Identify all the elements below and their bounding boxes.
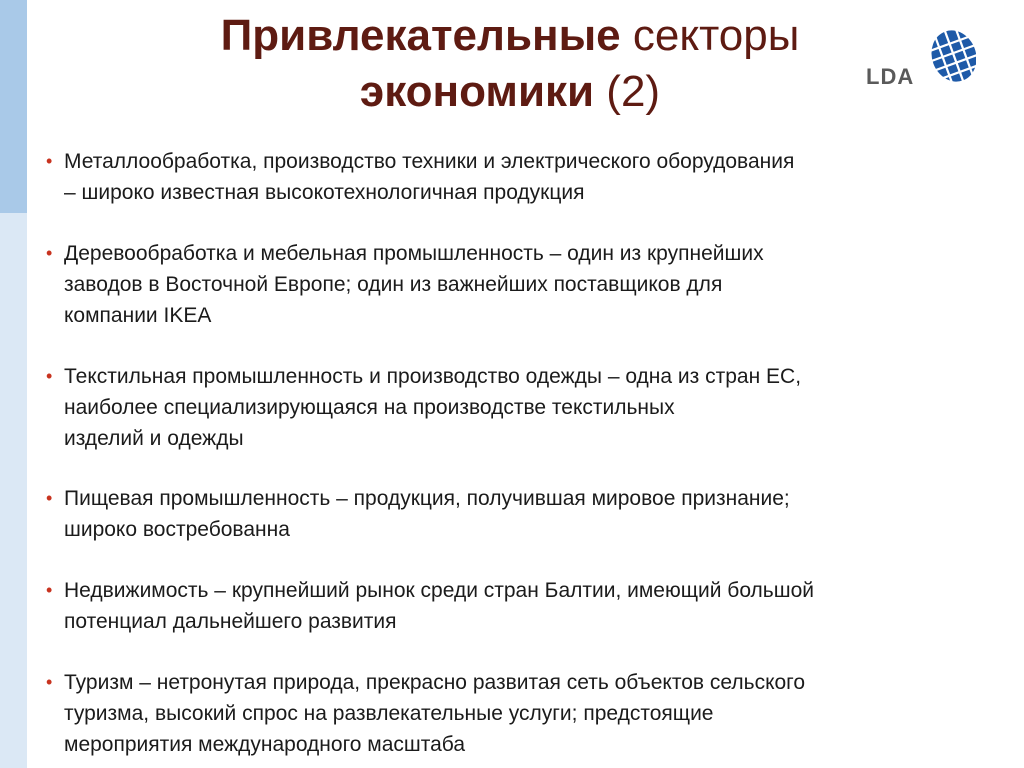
bullet-line: изделий и одежды xyxy=(64,427,244,450)
bullet-line: широко востребованна xyxy=(64,518,290,541)
bullet-item-tourism xyxy=(46,667,805,760)
title-line-2-rest: (2) xyxy=(594,67,661,116)
bullet-dot: • xyxy=(46,151,53,171)
title-line-2-bold: экономики xyxy=(359,67,595,116)
bullet-item-metalworking xyxy=(46,146,794,208)
title-line-1-rest: секторы xyxy=(620,11,800,60)
title-line-1-bold: Привлекательные xyxy=(220,11,621,60)
title-line-2 xyxy=(120,64,900,120)
lda-logo xyxy=(866,28,976,88)
bullet-item-food xyxy=(46,483,790,545)
bullet-line: наиболее специализирующаяся на производстве текстильных xyxy=(64,396,675,419)
sidebar-accent-top xyxy=(0,0,27,213)
bullet-line: Недвижимость – крупнейший рынок среди стран Балтии, имеющий большой xyxy=(64,579,815,602)
bullet-line: Деревообработка и мебельная промышленность – один из крупнейших xyxy=(64,242,764,265)
bullet-dot: • xyxy=(46,366,53,386)
bullet-line: Пищевая промышленность – продукция, получившая мировое признание; xyxy=(64,487,790,510)
bullet-line: потенциал дальнейшего развития xyxy=(64,610,397,633)
bullet-item-textile xyxy=(46,361,801,454)
bullet-dot: • xyxy=(46,243,53,263)
bullet-item-real-estate xyxy=(46,575,814,637)
bullet-dot: • xyxy=(46,672,53,692)
bullet-line: заводов в Восточной Европе; один из важнейших поставщиков для xyxy=(64,273,723,296)
bullet-line: Металлообработка, производство техники и электрического оборудования xyxy=(64,150,795,173)
title-line-1 xyxy=(120,8,900,64)
bullet-dot: • xyxy=(46,488,53,508)
bullet-line: – широко известная высокотехнологичная продукция xyxy=(64,181,585,204)
slide-title xyxy=(120,8,900,120)
bullet-line: Туризм – нетронутая природа, прекрасно развитая сеть объектов сельского xyxy=(64,671,806,694)
bullet-line: туризма, высокий спрос на развлекательные услуги; предстоящие xyxy=(64,702,714,725)
bullet-dot: • xyxy=(46,580,53,600)
sidebar-accent-bottom xyxy=(0,213,27,768)
lda-logo-text: LDA xyxy=(866,64,915,89)
bullet-item-woodworking xyxy=(46,238,764,331)
bullet-line: мероприятия международного масштаба xyxy=(64,733,466,756)
bullet-line: Текстильная промышленность и производство одежды – одна из стран ЕС, xyxy=(64,365,802,388)
bullet-line: компании IKEA xyxy=(64,304,212,327)
